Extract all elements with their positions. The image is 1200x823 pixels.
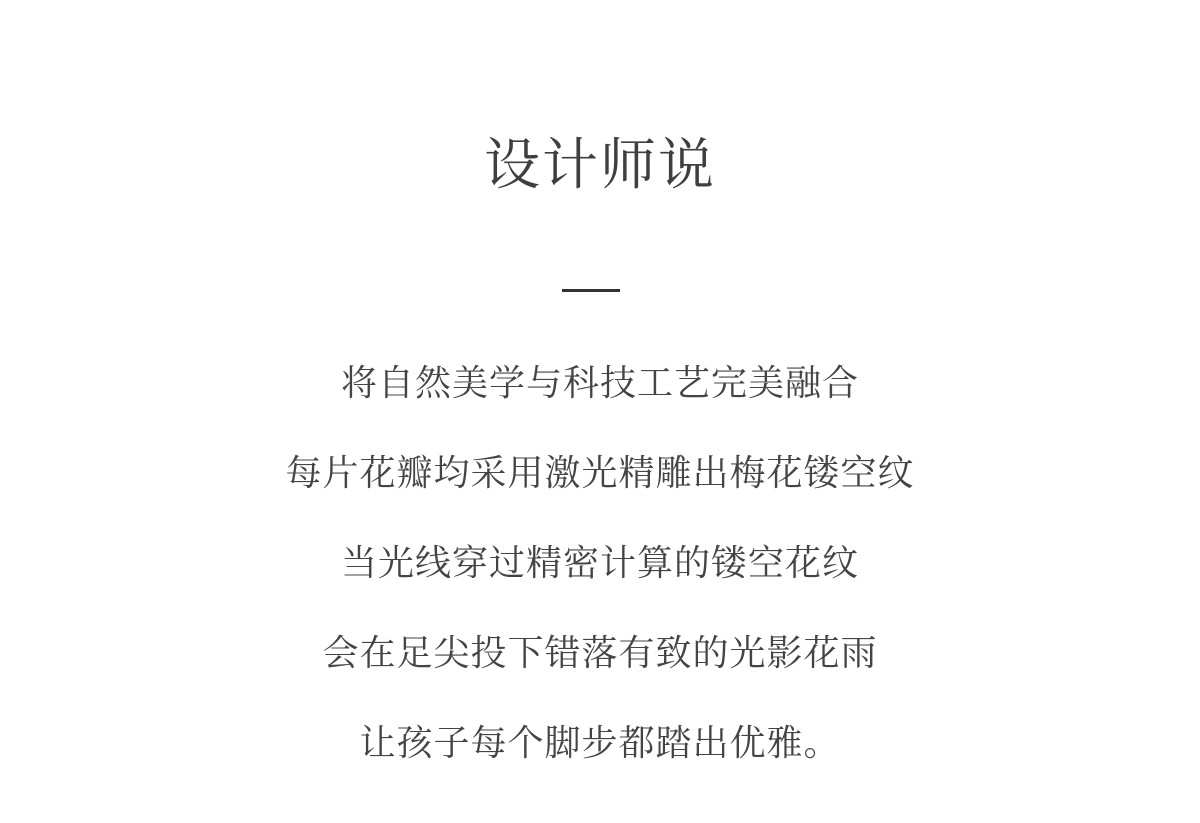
section-title: 设计师说 [484, 133, 716, 198]
description-text [0, 355, 1200, 805]
description-line: 会在足尖投下错落有致的光影花雨 [322, 633, 878, 674]
description-line: 每片花瓣均采用激光精雕出梅花镂空纹 [285, 453, 915, 494]
title-divider [562, 289, 620, 292]
description-line: 将自然美学与科技工艺完美融合 [340, 363, 859, 404]
description-line: 让孩子每个脚步都踏出优雅。 [359, 723, 841, 764]
description-line: 当光线穿过精密计算的镂空花纹 [340, 543, 859, 584]
